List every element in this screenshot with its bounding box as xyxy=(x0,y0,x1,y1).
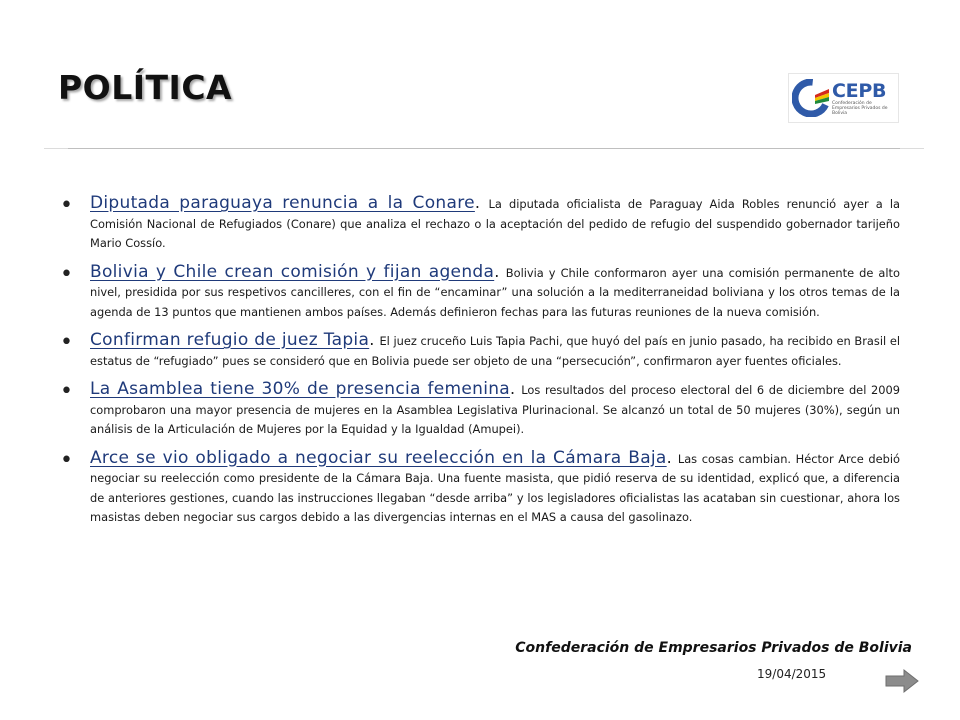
logo-subtext: Confederación de Empresarios Privados de Bolivia xyxy=(832,100,888,116)
news-item xyxy=(60,193,900,254)
footer-organization: Confederación de Empresarios Privados de Bolivia xyxy=(515,640,912,656)
bullet-icon: • xyxy=(60,261,73,287)
news-body: Las cosas cambian. Héctor Arce debió negociar su reelección como presidente de la Cámara Baja. Una fuente masista, que pidió reserva de su identidad, explicó que, a diferencia de anteriores gestiones, cuando las instrucciones llegaban “desde arriba” y los legisladores oficialistas las acataban sin cuestionar, ahora los masistas deben negociar sus cargos debido a las divergencias internas en el MAS a causa del gasolinazo. xyxy=(90,451,900,524)
next-slide-button[interactable] xyxy=(884,668,920,694)
news-headline-link[interactable]: La Asamblea tiene 30% de presencia femenina xyxy=(90,379,511,399)
bullet-icon: • xyxy=(60,330,73,355)
cepb-logo xyxy=(788,73,899,123)
bullet-icon: • xyxy=(60,379,73,404)
logo-wordmark: CEPB xyxy=(832,79,887,102)
news-body: El juez cruceño Luis Tapia Pachi, que huyó del país en junio pasado, ha recibido en Brasil el estatus de “refugiado” pues se consideró que en Bolivia puede ser objeto de una “persecución”, confirmaron ayer fuentes oficiales. xyxy=(90,334,901,368)
separator: . xyxy=(510,379,522,398)
footer-date: 19/04/2015 xyxy=(757,667,827,681)
news-headline-link[interactable]: Bolivia y Chile crean comisión y fijan agenda xyxy=(90,261,495,282)
separator: . xyxy=(369,330,380,349)
news-item xyxy=(60,379,900,440)
news-headline-link[interactable]: Confirman refugio de juez Tapia xyxy=(90,330,370,350)
news-body: La diputada oficialista de Paraguay Aida Robles renunció ayer a la Comisión Nacional de Refugiados (Conare) que analiza el rechazo o la aceptación del pedido de refugio del suspendido gobernador tarijeño Mario Cossío. xyxy=(90,197,900,250)
separator: . xyxy=(494,261,506,281)
news-item xyxy=(60,262,900,323)
news-body: Los resultados del proceso electoral del 6 de diciembre del 2009 comprobaron una mayor presencia de mujeres en la Asamblea Legislativa Plurinacional. Se alcanzó un total de 50 mujeres (30%), según un análisis de la Articulación de Mujeres por la Equidad y la Igualdad (Amupei). xyxy=(90,383,901,436)
news-item xyxy=(60,330,900,371)
news-headline-link[interactable]: Arce se vio obligado a negociar su reelección en la Cámara Baja xyxy=(90,447,667,468)
bullet-icon: • xyxy=(60,193,73,218)
right-arrow-icon xyxy=(884,668,920,694)
news-list xyxy=(60,193,900,536)
cepb-logo-icon xyxy=(792,79,830,117)
separator: . xyxy=(666,447,678,467)
bullet-icon: • xyxy=(60,447,73,473)
news-item xyxy=(60,448,900,528)
news-headline-link[interactable]: Diputada paraguaya renuncia a la Conare xyxy=(90,193,475,213)
separator: . xyxy=(474,193,489,212)
page-title: POLÍTICA xyxy=(58,68,233,107)
header-divider-inner xyxy=(68,148,900,149)
news-body: Bolivia y Chile conformaron ayer una comisión permanente de alto nivel, presidida por sus respetivos cancilleres, con el fin de “encaminar” una solución a la mediterraneidad boliviana y los otros temas de la agenda de 13 puntos que mantienen ambos países. Además definieron fechas para las futuras reuniones de la nueva comisión. xyxy=(90,265,900,319)
